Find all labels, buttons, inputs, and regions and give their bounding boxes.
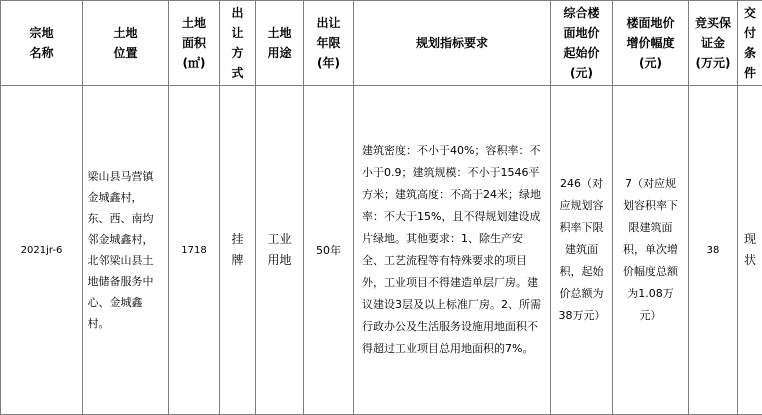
transfer-method-cell xyxy=(220,86,256,415)
header-land-use: 土地用途 xyxy=(256,1,304,86)
table-row xyxy=(1,86,762,415)
increment-cell xyxy=(613,86,689,415)
header-term: 出让年限(年) xyxy=(304,1,354,86)
delivery-text: 现状 xyxy=(743,232,756,267)
land-use-text: 工业用地 xyxy=(267,232,292,267)
parcel-code: 2021jr-6 xyxy=(1,86,83,415)
delivery-cell xyxy=(738,86,762,415)
header-delivery: 交付条件 xyxy=(738,1,762,86)
start-price-text: 246（对应规划容积率下限建筑面积，起始价总额为38万元） xyxy=(558,177,606,322)
header-row xyxy=(1,1,762,86)
header-parcel-name: 宗地名称 xyxy=(1,1,83,86)
start-price-cell xyxy=(551,86,613,415)
header-area: 土地面积(㎡) xyxy=(169,1,220,86)
header-start-price: 综合楼面地价起始价(元) xyxy=(551,1,613,86)
location-cell xyxy=(83,86,169,415)
header-location: 土地位置 xyxy=(83,1,169,86)
header-deposit: 竞买保证金(万元) xyxy=(689,1,738,86)
deposit-value: 38 xyxy=(689,86,738,415)
planning-requirements-text: 建筑密度：不小于40%；容积率：不小于0.9；建筑规模：不小于1546平方米；建筑高度：不高于24米；绿地率：不大于15%，且不得规划建设成片绿地。其他要求：1、除生产安全、工艺流程等有特殊要求的项目外，工业项目不得建造单层厂房。建议建设3层及以上标准厂房。2、所需行政办公及生活服务设施用地面积不得超过工业项目总用地面积的7%。 xyxy=(362,144,541,355)
increment-text: 7（对应规划容积率下限建筑面积，单次增价幅度总额为1.08万元） xyxy=(623,177,678,322)
planning-requirements-cell xyxy=(354,86,551,415)
header-planning-requirements: 规划指标要求 xyxy=(354,1,551,86)
transfer-method-text: 挂牌 xyxy=(231,232,244,267)
land-use-cell xyxy=(256,86,304,415)
header-increment: 楼面地价增价幅度(元) xyxy=(613,1,689,86)
term-value: 50年 xyxy=(304,86,354,415)
header-transfer-method: 出让方式 xyxy=(220,1,256,86)
location-text: 梁山县马营镇金城鑫村，东、西、南均邻金城鑫村，北邻梁山县土地储备服务中心、金城鑫村。 xyxy=(87,170,154,330)
area-value: 1718 xyxy=(169,86,220,415)
